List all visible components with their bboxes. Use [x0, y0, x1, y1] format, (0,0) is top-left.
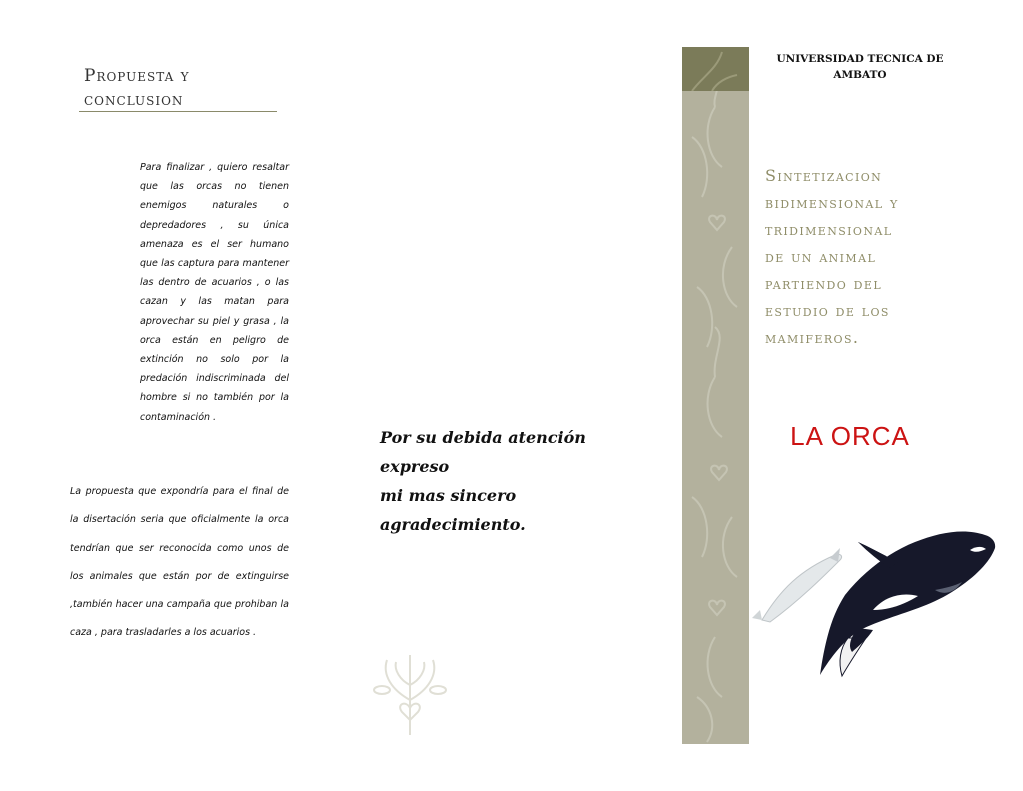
university-line1: UNIVERSIDAD TECNICA DE — [776, 53, 944, 65]
proposal-paragraph: La propuesta que expondría para el final de la disertación seria que oficialmente la orca tendrían que ser reconocida como unos de los animales que están por de extinguirse ,también hacer una campaña que prohiban la caza , para trasladarles a los acuarios . — [70, 486, 289, 639]
subtitle-line: partiendo del — [765, 274, 883, 293]
section-title — [84, 64, 284, 112]
subtitle-line: tridimensional — [765, 220, 893, 239]
stripe-top-band — [682, 47, 749, 91]
subtitle-line: Sintetizacion — [765, 166, 883, 185]
decorative-stripe — [682, 47, 749, 744]
orca-title: LA ORCA — [790, 421, 910, 451]
university-name — [760, 51, 960, 83]
section-title-line2: conclusion — [84, 90, 184, 110]
subtitle-line: estudio de los — [765, 301, 890, 320]
orca-whales-illustration-icon — [740, 470, 1020, 700]
conclusion-paragraph: Para finalizar , quiero resaltar que las orcas no tienen enemigos naturales o depredadores , su única amenaza es el ser humano que las captura para mantener las dentro de acuarios , o las cazan y las matan para aprovechar su piel y grasa , la orca están en peligro de extinción no solo por la predación indiscriminada del hombre si no también por la contaminación . — [140, 162, 289, 423]
university-line2: AMBATO — [833, 69, 887, 81]
brochure-subtitle — [765, 162, 965, 351]
floral-ornament-icon — [362, 640, 458, 740]
floral-heart-pattern-icon — [682, 47, 749, 744]
subtitle-line: mamiferos. — [765, 328, 860, 347]
thanks-line1: Por su debida atención expreso — [380, 428, 586, 476]
thanks-line2: mi mas sincero agradecimiento. — [380, 486, 526, 534]
subtitle-line: bidimensional y — [765, 193, 899, 212]
section-title-line1: Propuesta y — [84, 66, 190, 86]
leaf-icon — [682, 47, 749, 91]
thanks-message — [380, 423, 650, 539]
subtitle-line: de un animal — [765, 247, 877, 266]
title-divider — [79, 111, 277, 112]
